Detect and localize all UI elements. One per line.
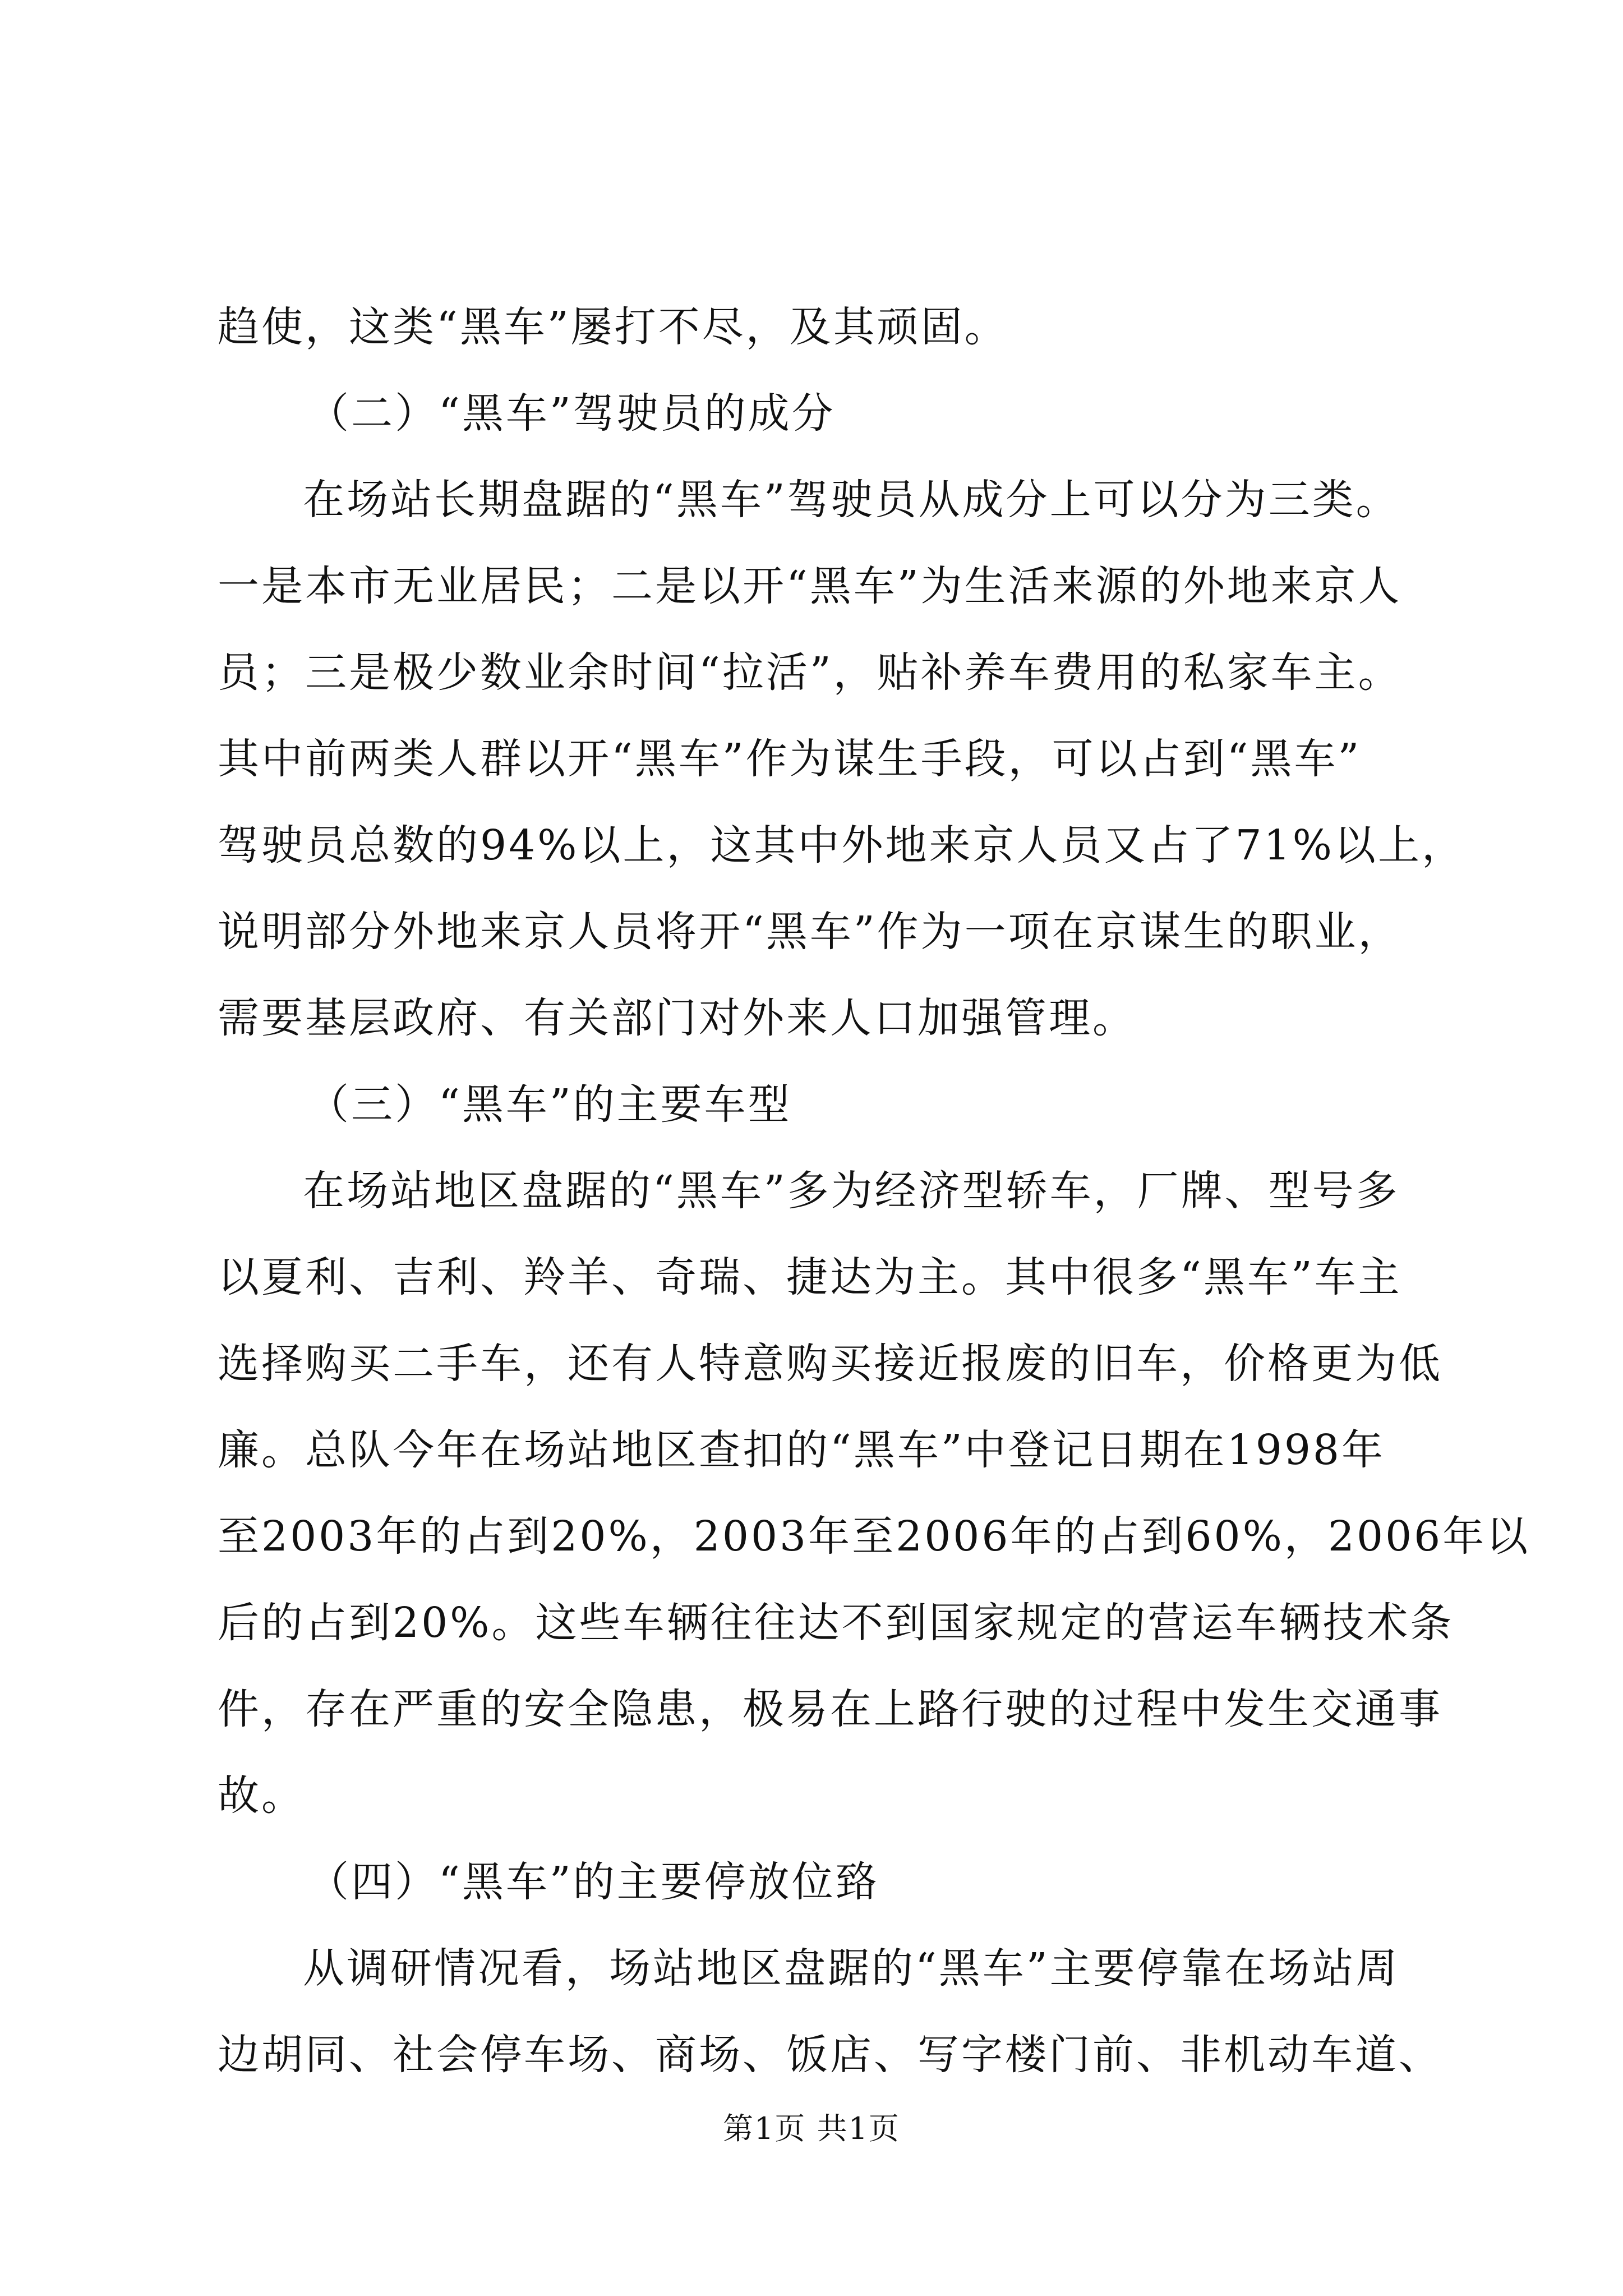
- text-line: 驾驶员总数的94%以上，这其中外地来京人员又占了71%以上，: [218, 821, 1465, 869]
- section-heading: （三）“黑车”的主要车型: [307, 1080, 792, 1129]
- text-line: 件，存在严重的安全隐患，极易在上路行驶的过程中发生交通事: [218, 1685, 1442, 1733]
- text-line: 其中前两类人群以开“黑车”作为谋生手段，可以占到“黑车”: [218, 735, 1362, 783]
- text-line: 廉。总队今年在场站地区查扣的“黑车”中登记日期在1998年: [218, 1426, 1385, 1474]
- paragraph-line: 在场站长期盘踞的“黑车”驾驶员从成分上可以分为三类。: [303, 476, 1400, 524]
- text-line: 边胡同、社会停车场、商场、饭店、写字楼门前、非机动车道、: [218, 2031, 1442, 2079]
- text-line: 一是本市无业居民；二是以开“黑车”为生活来源的外地来京人: [218, 562, 1402, 610]
- text-line: 选择购买二手车，还有人特意购买接近报废的旧车，价格更为低: [218, 1340, 1442, 1388]
- text-line: 说明部分外地来京人员将开“黑车”作为一项在京谋生的职业，: [218, 908, 1402, 956]
- section-heading: （二）“黑车”驾驶员的成分: [307, 389, 836, 438]
- text-line: 至2003年的占到20%，2003年至2006年的占到60%，2006年以: [218, 1512, 1530, 1561]
- text-line: 员；三是极少数业余时间“拉活”，贴补养车费用的私家车主。: [218, 648, 1402, 697]
- paragraph-line: 从调研情况看，场站地区盘踞的“黑车”主要停靠在场站周: [303, 1944, 1400, 1993]
- text-line: 以夏利、吉利、羚羊、奇瑞、捷达为主。其中很多“黑车”车主: [218, 1253, 1402, 1301]
- text-line: 需要基层政府、有关部门对外来人口加强管理。: [218, 994, 1136, 1042]
- page-footer: 第1页 共1页: [723, 2111, 900, 2146]
- paragraph-line: 在场站地区盘踞的“黑车”多为经济型轿车，厂牌、型号多: [303, 1167, 1400, 1215]
- text-line: 趋使，这类“黑车”屡打不尽，及其顽固。: [218, 303, 1008, 351]
- section-heading: （四）“黑车”的主要停放位臵: [307, 1858, 879, 1906]
- text-line: 后的占到20%。这些车辆往往达不到国家规定的营运车辆技术条: [218, 1599, 1454, 1647]
- text-line: 故。: [218, 1772, 305, 1820]
